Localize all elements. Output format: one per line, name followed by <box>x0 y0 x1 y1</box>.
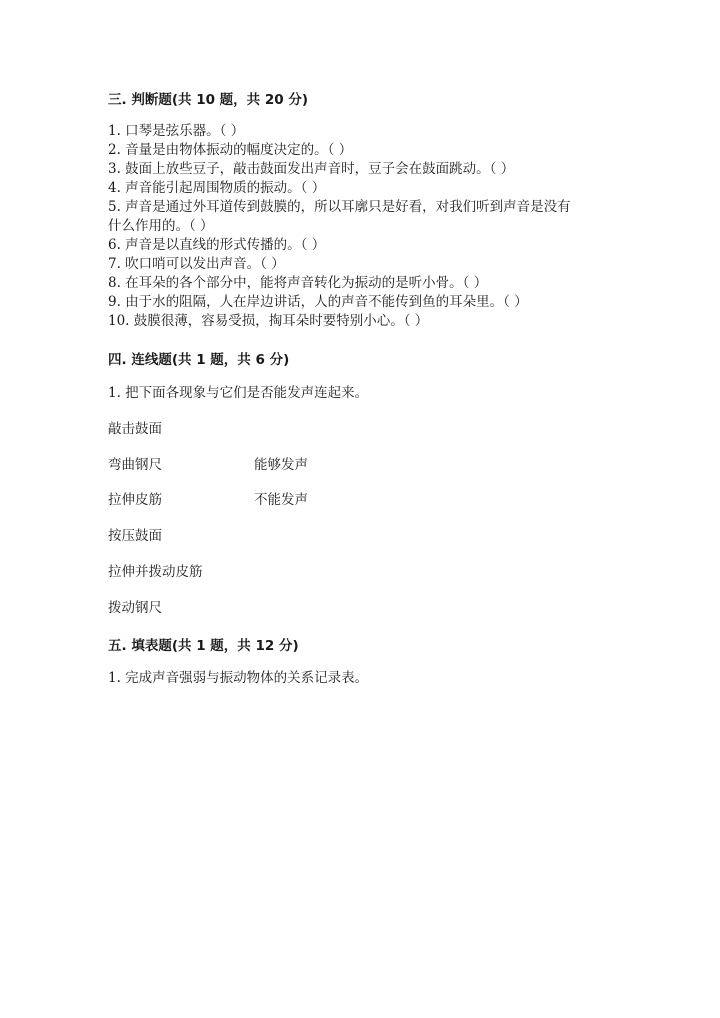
judge-question-7: 7. 吹口哨可以发出声音。（ ） <box>108 256 285 272</box>
judge-question-2: 2. 音量是由物体振动的幅度决定的。（ ） <box>108 142 353 158</box>
table-fill-question: 1. 完成声音强弱与振动物体的关系记录表。 <box>108 670 369 686</box>
judge-question-4: 4. 声音能引起周围物质的振动。（ ） <box>108 180 326 196</box>
matching-right-item-2: 不能发声 <box>254 492 308 508</box>
matching-left-item-4: 按压鼓面 <box>108 528 162 544</box>
matching-left-item-2: 弯曲钢尺 <box>108 457 162 473</box>
judge-question-5-line-2: 什么作用的。（ ） <box>108 218 214 234</box>
section-5-title: 五. 填表题(共 1 题，共 12 分) <box>108 638 299 654</box>
judge-question-1: 1. 口琴是弦乐器。（ ） <box>108 123 245 139</box>
matching-question: 1. 把下面各现象与它们是否能发声连起来。 <box>108 385 369 401</box>
judge-question-6: 6. 声音是以直线的形式传播的。（ ） <box>108 237 326 253</box>
matching-right-item-1: 能够发声 <box>254 457 308 473</box>
judge-question-3: 3. 鼓面上放些豆子，敲击鼓面发出声音时，豆子会在鼓面跳动。（ ） <box>108 161 515 177</box>
matching-left-item-1: 敲击鼓面 <box>108 421 162 437</box>
section-4-title: 四. 连线题(共 1 题，共 6 分) <box>108 352 290 368</box>
judge-question-10: 10. 鼓膜很薄，容易受损，掏耳朵时要特别小心。（ ） <box>108 313 429 329</box>
judge-question-5-line-1: 5. 声音是通过外耳道传到鼓膜的，所以耳廓只是好看，对我们听到声音是没有 <box>108 199 571 215</box>
section-3-title: 三. 判断题(共 10 题，共 20 分) <box>108 92 309 108</box>
judge-question-8: 8. 在耳朵的各个部分中，能将声音转化为振动的是听小骨。（ ） <box>108 275 488 291</box>
matching-left-item-5: 拉伸并拨动皮筋 <box>108 564 203 580</box>
matching-left-item-3: 拉伸皮筋 <box>108 492 162 508</box>
judge-question-9: 9. 由于水的阻隔，人在岸边讲话，人的声音不能传到鱼的耳朵里。（ ） <box>108 294 528 310</box>
matching-left-item-6: 拨动钢尺 <box>108 600 162 616</box>
